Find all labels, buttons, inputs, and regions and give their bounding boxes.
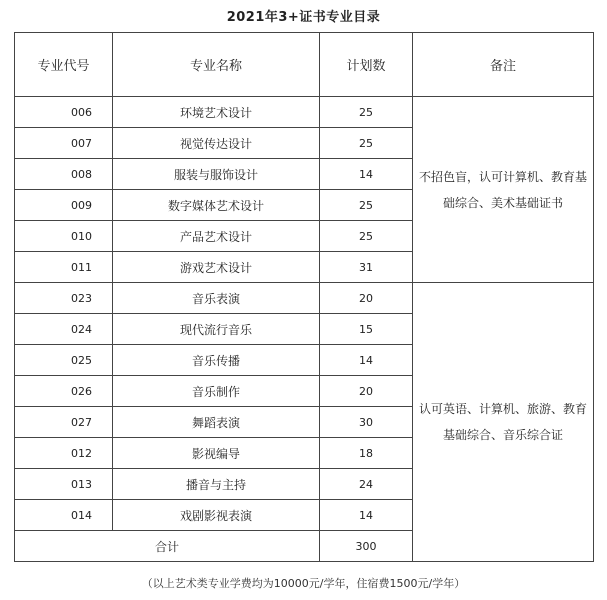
program-name: 影视编导 xyxy=(113,438,320,469)
header-code: 专业代号 xyxy=(15,33,113,97)
total-label: 合计 xyxy=(15,531,320,562)
header-note: 备注 xyxy=(413,33,594,97)
program-name: 服装与服饰设计 xyxy=(113,159,320,190)
program-name: 播音与主持 xyxy=(113,469,320,500)
program-catalog-table xyxy=(14,32,594,562)
program-name: 音乐表演 xyxy=(113,283,320,314)
plan-count: 31 xyxy=(320,252,413,283)
program-name: 数字媒体艺术设计 xyxy=(113,190,320,221)
page-title: 2021年3+证书专业目录 xyxy=(226,10,381,25)
program-name: 环境艺术设计 xyxy=(113,97,320,128)
plan-count: 25 xyxy=(320,221,413,252)
program-code: 011 xyxy=(15,252,113,283)
table-row xyxy=(15,283,594,314)
tuition-footnote: （以上艺术类专业学费均为10000元/学年，住宿费1500元/学年） xyxy=(141,577,466,590)
program-code: 014 xyxy=(15,500,113,531)
total-value: 300 xyxy=(320,531,413,562)
program-code: 024 xyxy=(15,314,113,345)
program-name: 视觉传达设计 xyxy=(113,128,320,159)
note-group-art: 不招色盲，认可计算机、教育基础综合、美术基础证书 xyxy=(413,97,594,283)
plan-count: 25 xyxy=(320,128,413,159)
plan-count: 14 xyxy=(320,500,413,531)
header-name: 专业名称 xyxy=(113,33,320,97)
plan-count: 25 xyxy=(320,97,413,128)
program-code: 009 xyxy=(15,190,113,221)
plan-count: 25 xyxy=(320,190,413,221)
table-row xyxy=(15,97,594,128)
table-header-row xyxy=(15,33,594,97)
program-code: 026 xyxy=(15,376,113,407)
program-code: 008 xyxy=(15,159,113,190)
program-name: 产品艺术设计 xyxy=(113,221,320,252)
plan-count: 24 xyxy=(320,469,413,500)
plan-count: 20 xyxy=(320,376,413,407)
program-code: 025 xyxy=(15,345,113,376)
plan-count: 20 xyxy=(320,283,413,314)
program-code: 007 xyxy=(15,128,113,159)
note-group-music: 认可英语、计算机、旅游、教育基础综合、音乐综合证 xyxy=(413,283,594,562)
program-name: 现代流行音乐 xyxy=(113,314,320,345)
plan-count: 18 xyxy=(320,438,413,469)
program-code: 006 xyxy=(15,97,113,128)
program-name: 音乐制作 xyxy=(113,376,320,407)
program-name: 戏剧影视表演 xyxy=(113,500,320,531)
program-code: 010 xyxy=(15,221,113,252)
plan-count: 15 xyxy=(320,314,413,345)
program-code: 027 xyxy=(15,407,113,438)
plan-count: 14 xyxy=(320,345,413,376)
program-code: 012 xyxy=(15,438,113,469)
program-name: 舞蹈表演 xyxy=(113,407,320,438)
header-plan: 计划数 xyxy=(320,33,413,97)
program-name: 游戏艺术设计 xyxy=(113,252,320,283)
plan-count: 14 xyxy=(320,159,413,190)
program-code: 013 xyxy=(15,469,113,500)
program-name: 音乐传播 xyxy=(113,345,320,376)
program-code: 023 xyxy=(15,283,113,314)
plan-count: 30 xyxy=(320,407,413,438)
